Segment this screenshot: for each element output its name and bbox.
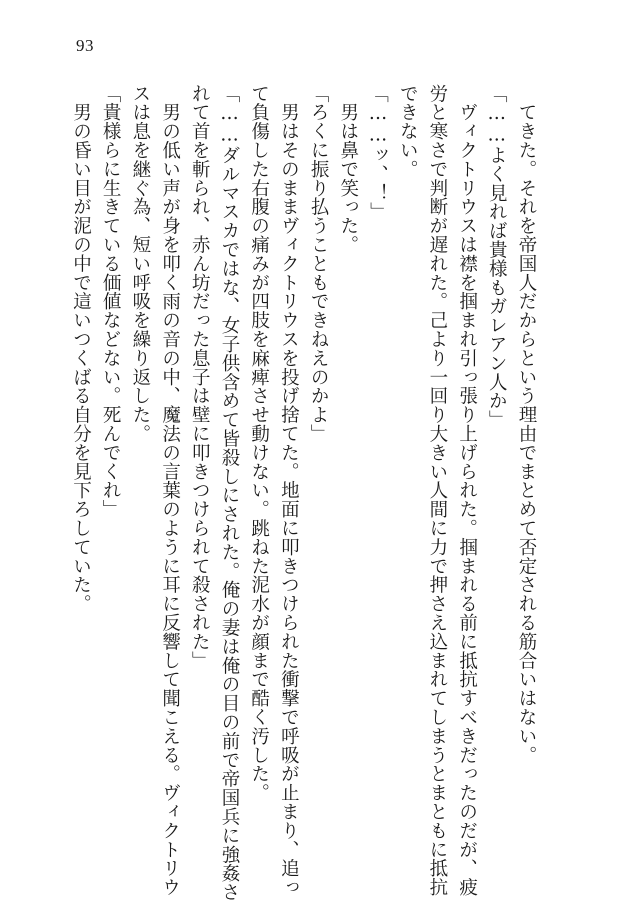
text-line: 男はそのままヴィクトリウスを投げ捨てた。地面に叩きつけられた衝撃で呼吸が止まり、追っ: [278, 84, 300, 897]
text-line: 男の昏い目が泥の中で這いつくばる自分を見下ろしていた。: [70, 84, 92, 614]
text-line: 「……ッ、！」: [367, 84, 389, 222]
body-text: [66, 84, 541, 902]
text-line: スは息を継ぐ為、短い呼吸を繰り返した。: [129, 84, 151, 444]
text-line: 男の低い声が身を叩く雨の音の中、魔法の言葉のように耳に反響して聞こえる。ヴィクトリウ: [159, 84, 181, 897]
text-line: 男は鼻で笑った。: [337, 84, 359, 255]
text-line: ヴィクトリウスは襟を掴まれ引っ張り上げられた。掴まれる前に抵抗すべきだったのだが、疲: [456, 84, 478, 897]
text-line: 労と寒さで判断が遅れた。己より一回り大きい人間に力で押さえ込まれてしまうとまともに抵抗: [426, 84, 448, 897]
text-line: 「貴様らに生きている価値などない。死んでくれ」: [100, 84, 122, 519]
text-line: てきた。それを帝国人だからという理由でまとめて否定される筋合いはない。: [516, 84, 537, 765]
text-line: 「……よく見れば貴様もガレアン人か」: [486, 84, 508, 430]
page-number: 93: [76, 36, 94, 55]
text-line: 「ろくに振り払うこともできねえのかよ」: [308, 84, 330, 444]
text-line: できない。: [397, 84, 419, 179]
text-line: れて首を斬られ、赤ん坊だった息子は壁に叩きつけられて殺された」: [189, 84, 211, 670]
text-line: て負傷した右腹の痛みが四肢を麻痺させ動けない。跳ねた泥水が顔まで酷く汚した。: [248, 84, 270, 803]
text-line: 「……ダルマスカではな、女子供含めて皆殺しにされた。俺の妻は俺の目の前で帝国兵に強姦さ: [218, 84, 240, 902]
